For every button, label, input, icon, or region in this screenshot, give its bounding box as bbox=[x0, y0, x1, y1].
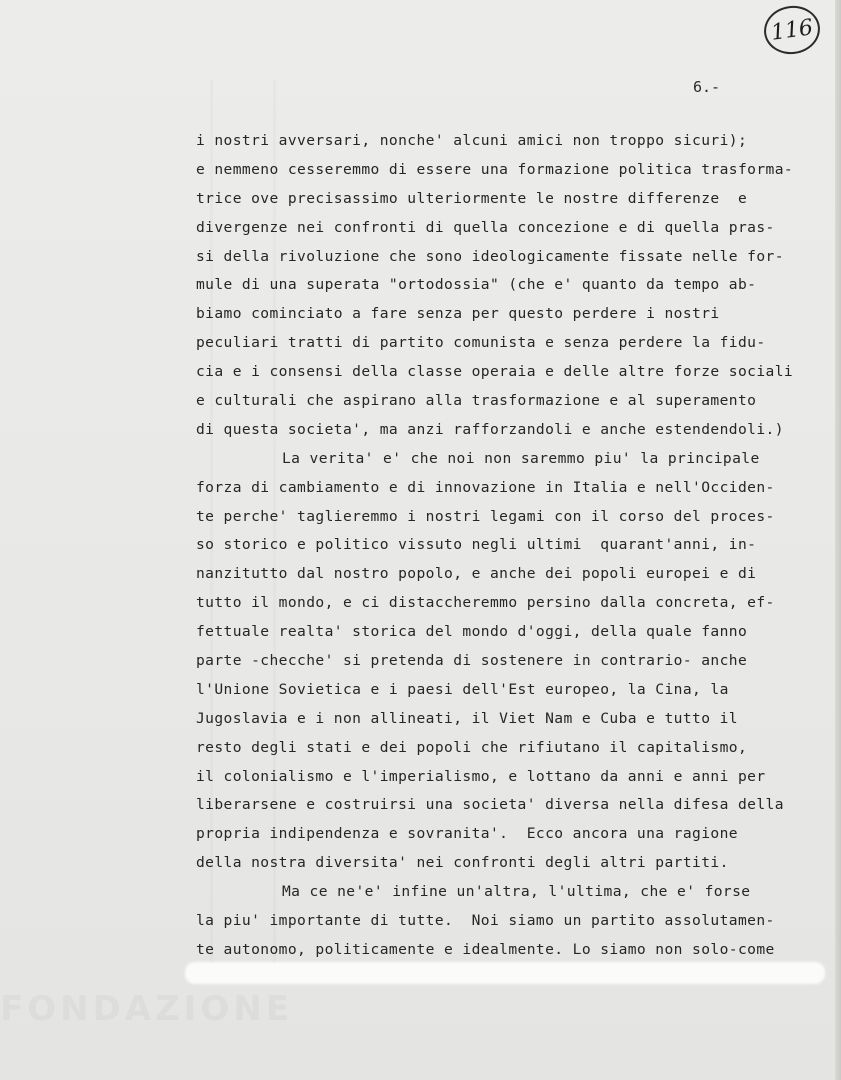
text-line: biamo cominciato a fare senza per questo perdere i nostri bbox=[196, 305, 720, 323]
archive-page-number: 116 bbox=[761, 2, 823, 57]
text-line: liberarsene e costruirsi una societa' diversa nella difesa della bbox=[196, 796, 784, 814]
page-number: 6.- bbox=[693, 78, 721, 96]
text-line: parte -checche' si pretenda di sostenere in contrario- anche bbox=[196, 652, 748, 670]
text-line: trice ove precisassimo ulteriormente le nostre differenze e bbox=[196, 189, 748, 207]
text-line: propria indipendenza e sovranita'. Ecco ancora una ragione bbox=[196, 825, 738, 843]
text-line: e nemmeno cesseremmo di essere una formazione politica trasforma- bbox=[196, 160, 794, 178]
text-line: nanzitutto dal nostro popolo, e anche dei popoli europei e di bbox=[196, 565, 757, 583]
watermark-stamp: FONDAZIONE bbox=[0, 989, 294, 1029]
text-line: il colonialismo e l'imperialismo, e lottano da anni e anni per bbox=[196, 767, 766, 785]
typewritten-body bbox=[196, 127, 836, 965]
text-line: La verita' e' che noi non saremmo piu' la principale bbox=[282, 449, 760, 467]
text-line: di questa societa', ma anzi rafforzandoli e anche estendendoli.) bbox=[196, 420, 784, 438]
correction-whiteout bbox=[185, 962, 825, 984]
text-line: Jugoslavia e i non allineati, il Viet Nam e Cuba e tutto il bbox=[196, 709, 738, 727]
text-line: resto degli stati e dei popoli che rifiutano il capitalismo, bbox=[196, 738, 748, 756]
text-line: te perche' taglieremmo i nostri legami con il corso del proces- bbox=[196, 507, 775, 525]
text-line: della nostra diversita' nei confronti degli altri partiti. bbox=[196, 854, 729, 872]
text-line: i nostri avversari, nonche' alcuni amici non troppo sicuri); bbox=[196, 132, 748, 149]
text-line: mule di una superata "ortodossia" (che e' quanto da tempo ab- bbox=[196, 276, 757, 294]
text-line: so storico e politico vissuto negli ultimi quarant'anni, in- bbox=[196, 536, 757, 554]
text-line: forza di cambiamento e di innovazione in Italia e nell'Occiden- bbox=[196, 478, 775, 496]
text-line: la piu' importante di tutte. Noi siamo un partito assolutamen- bbox=[196, 912, 775, 930]
text-line: peculiari tratti di partito comunista e senza perdere la fidu- bbox=[196, 334, 766, 352]
text-line: fettuale realta' storica del mondo d'oggi, della quale fanno bbox=[196, 623, 748, 641]
text-line: tutto il mondo, e ci distaccheremmo persino dalla concreta, ef- bbox=[196, 594, 775, 612]
text-line: cia e i consensi della classe operaia e delle altre forze sociali bbox=[196, 363, 794, 381]
text-line: e culturali che aspirano alla trasformazione e al superamento bbox=[196, 392, 757, 410]
text-line: divergenze nei confronti di quella concezione e di quella pras- bbox=[196, 218, 775, 236]
paper-edge bbox=[835, 0, 841, 1080]
text-line: Ma ce ne'e' infine un'altra, l'ultima, che e' forse bbox=[282, 883, 751, 901]
text-line: l'Unione Sovietica e i paesi dell'Est europeo, la Cina, la bbox=[196, 680, 729, 698]
text-line: si della rivoluzione che sono ideologicamente fissate nelle for- bbox=[196, 247, 784, 265]
text-line: te autonomo, politicamente e idealmente. Lo siamo non solo-come bbox=[196, 940, 775, 958]
